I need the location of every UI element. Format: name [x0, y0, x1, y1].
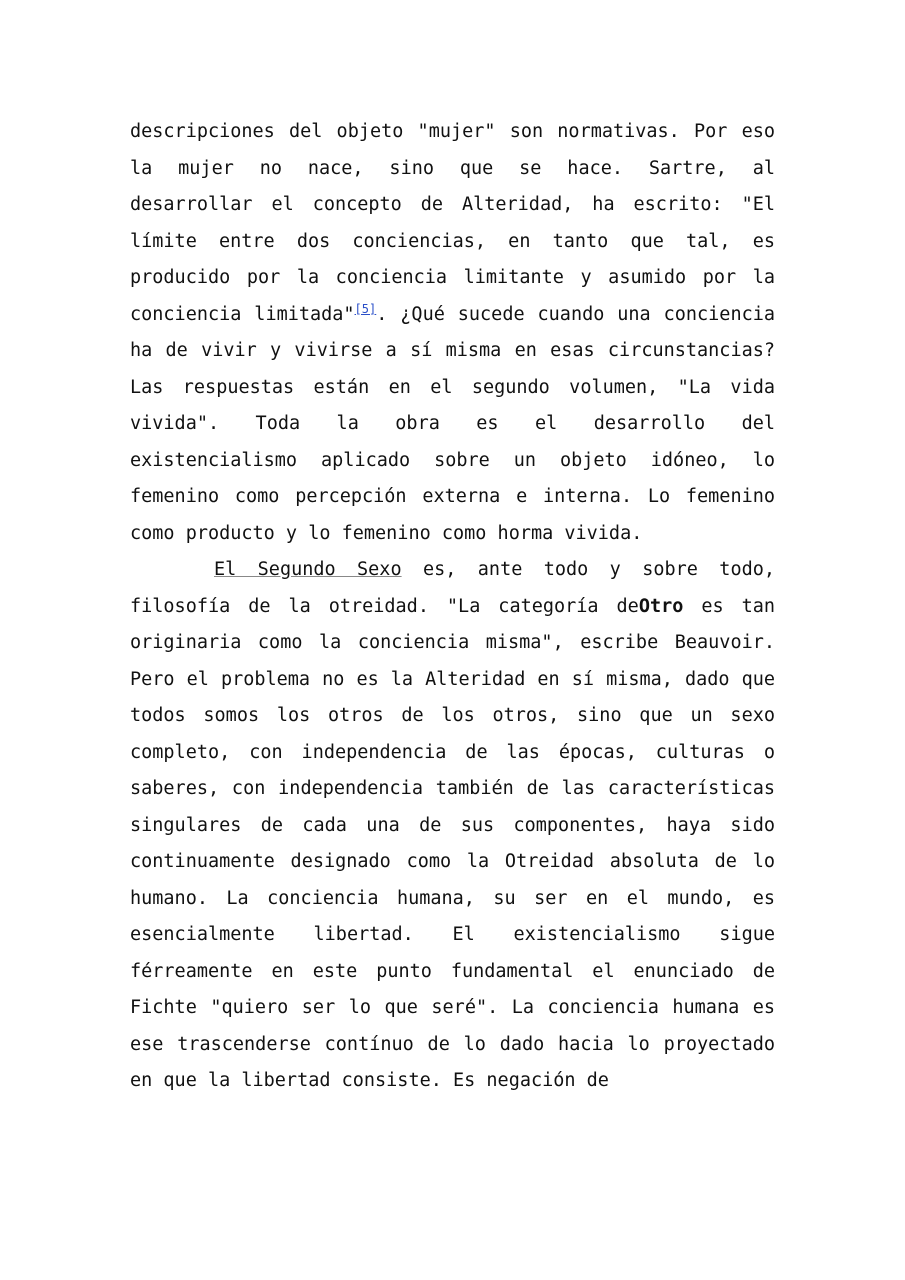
body-text: [130, 114, 775, 1100]
paragraph-2-text-a: es, ante todo y sobre todo, filosofía de la otreidad. "La categoría de: [130, 559, 775, 617]
paragraph-1-text-a: descripciones del objeto "mujer" son normativas. Por eso la mujer no nace, sino que se hace. Sartre, al desarrollar el concepto de Alteridad, ha escrito: "El límite entre dos conciencias, en tanto que tal, es producido por la conciencia limitante y asumido por la conciencia limitada": [130, 121, 775, 325]
paragraph-2-text-b: es tan originaria como la conciencia misma", escribe Beauvoir. Pero el problema no es la Alteridad en sí misma, dado que todos somos los otros de los otros, sino que un sexo completo, con independencia de las épocas, culturas o saberes, con independencia también de las características singulares de cada una de sus componentes, haya sido continuamente designado como la Otreidad absoluta de lo humano. La conciencia humana, su ser en el mundo, es esencialmente libertad. El existencialismo sigue férreamente en este punto fundamental el enunciado de Fichte "quiero ser lo que seré". La conciencia humana es ese trascenderse contínuo de lo dado hacia lo proyectado en que la libertad consiste. Es negación de: [130, 595, 776, 1091]
paragraph-2: [130, 552, 775, 1100]
paragraph-1: [130, 114, 775, 552]
paragraph-1-text-b: . ¿Qué sucede cuando una conciencia ha de vivir y vivirse a sí misma en esas circunstancias? Las respuestas están en el segundo volumen, "La vida vivida". Toda la obra es el desarrollo del existencialismo aplicado sobre un objeto idóneo, lo femenino como percepción externa e interna. Lo femenino como producto y lo femenino como horma vivida.: [130, 303, 775, 544]
footnote-link-5[interactable]: [5]: [354, 301, 377, 316]
book-title: El Segundo Sexo: [214, 559, 402, 580]
bold-term: Otro: [638, 595, 684, 617]
